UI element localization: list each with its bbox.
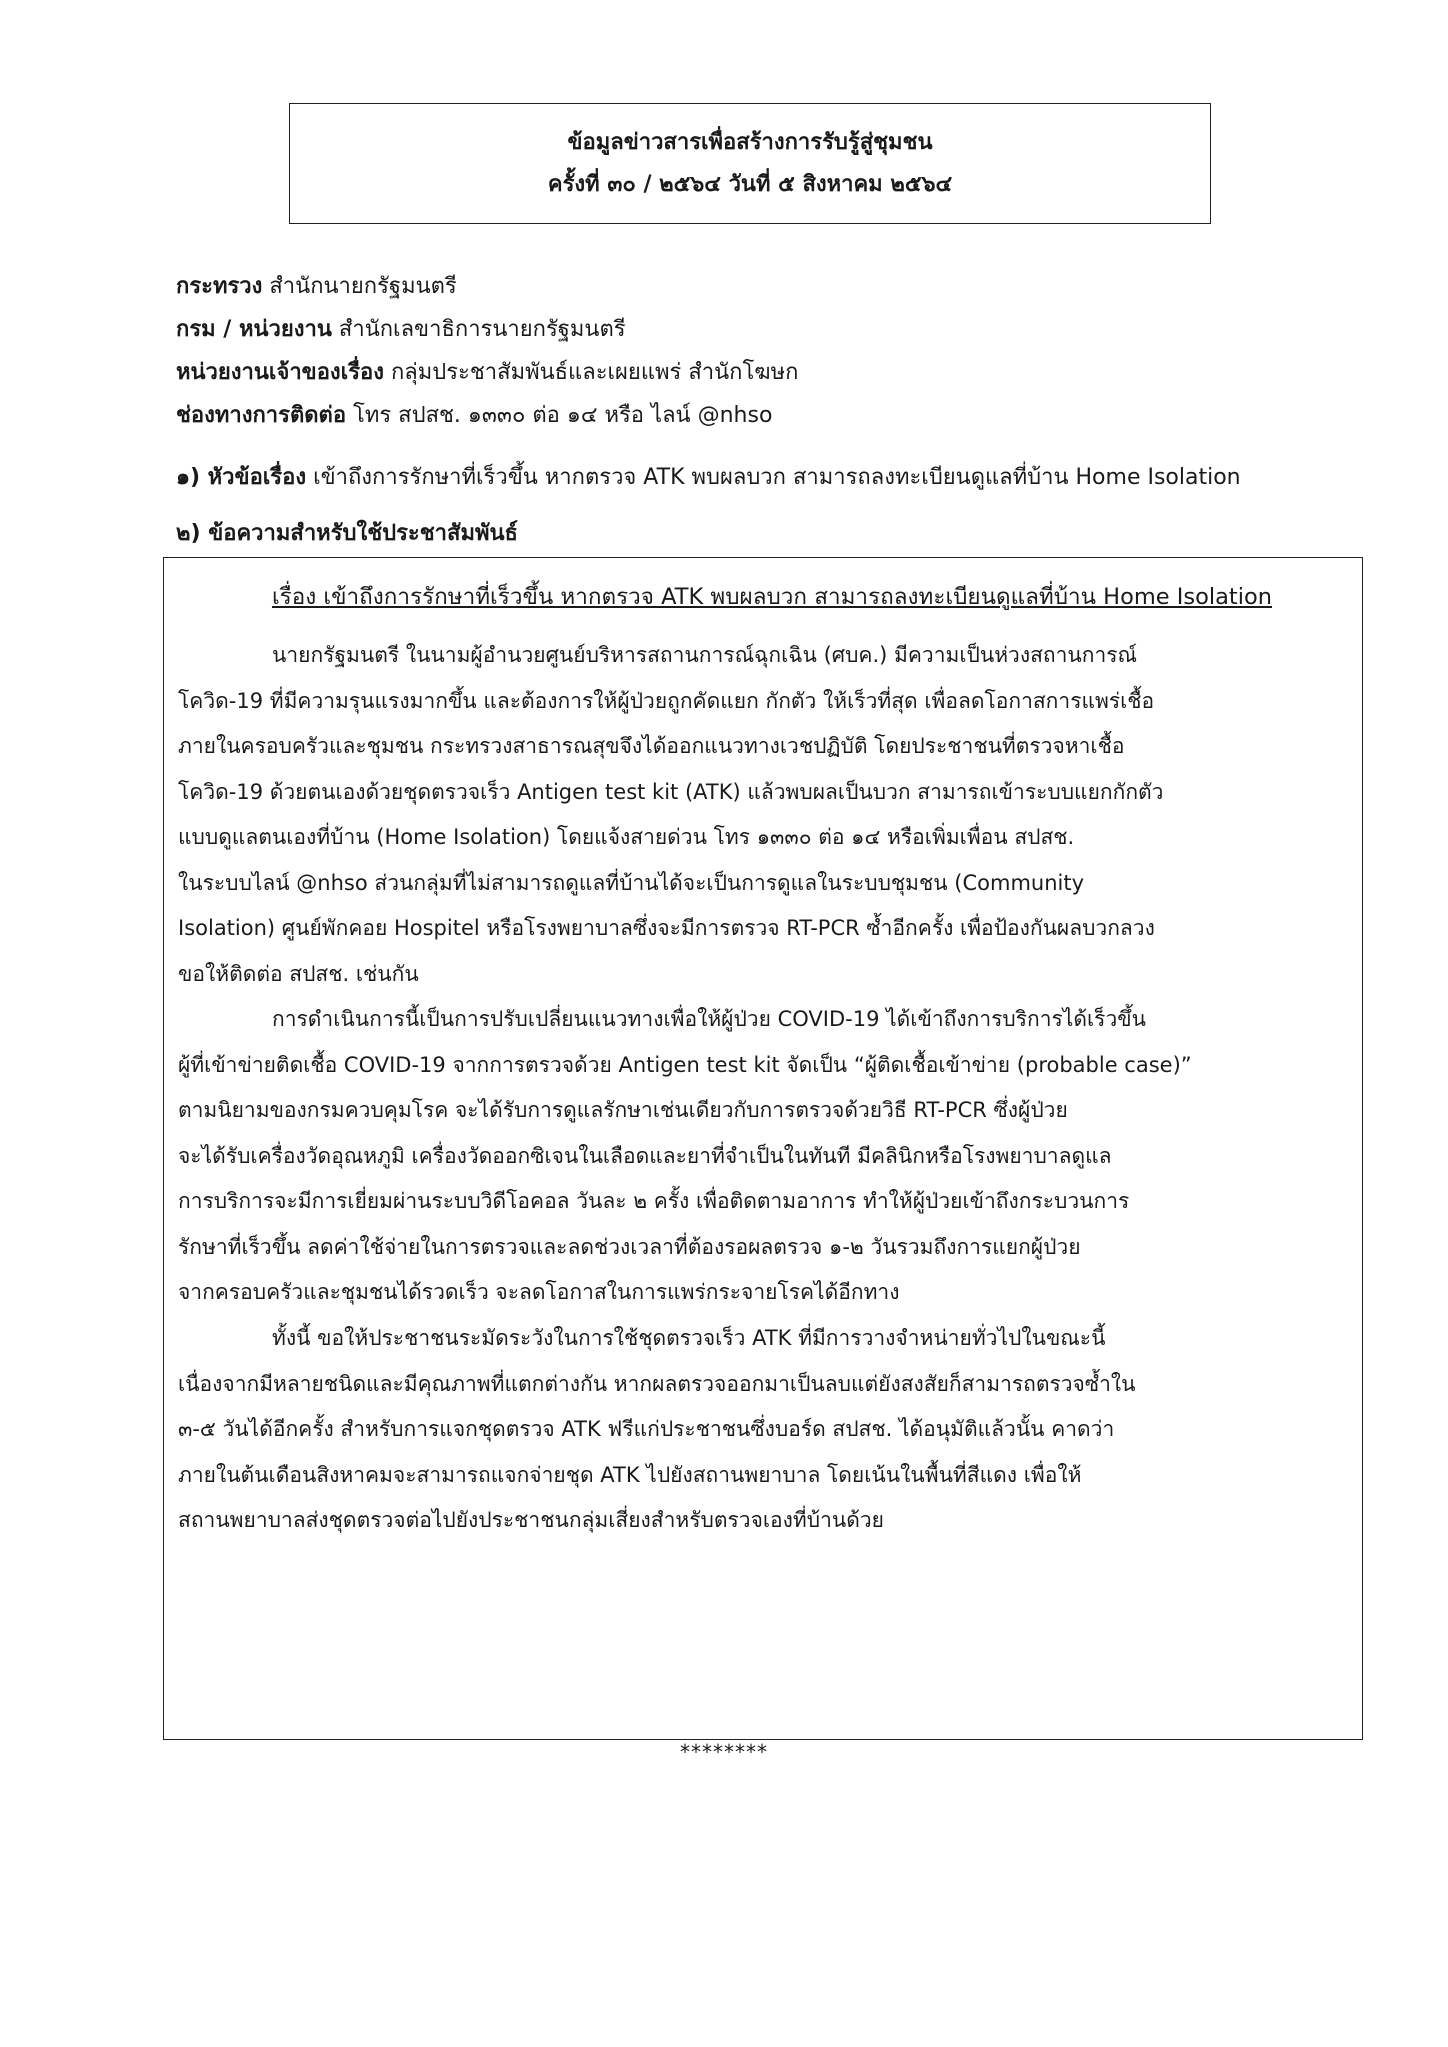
contact-value: โทร สปสช. ๑๓๓๐ ต่อ ๑๔ หรือ ไลน์ @nhso: [346, 403, 773, 428]
topic-value: เข้าถึงการรักษาที่เร็วขึ้น หากตรวจ ATK พบผลบวก สามารถลงทะเบียนดูแลที่บ้าน Home Isolation: [306, 465, 1241, 490]
ministry-label: กระทรวง: [176, 274, 263, 299]
paragraph-line: ขอให้ติดต่อ สปสช. เช่นกัน: [178, 961, 419, 986]
owner-label: หน่วยงานเจ้าของเรื่อง: [176, 360, 384, 385]
paragraph-line: ผู้ที่เข้าข่ายติดเชื้อ COVID-19 จากการตรวจด้วย Antigen test kit จัดเป็น “ผู้ติดเชื้อเข้าข่าย (probable case)”: [178, 1052, 1192, 1077]
paragraph-line: Isolation) ศูนย์พักคอย Hospitel หรือโรงพยาบาลซึ่งจะมีการตรวจ RT-PCR ซ้ำอีกครั้ง เพื่อป้องกันผลบวกลวง: [178, 916, 1155, 940]
ministry-line: [176, 268, 457, 303]
message-section-heading: [176, 515, 518, 550]
end-mark: ********: [680, 1740, 768, 1764]
paragraph-line: ๓-๕ วันได้อีกครั้ง สำหรับการแจกชุดตรวจ ATK ฟรีแก่ประชาชนซึ่งบอร์ด สปสช. ได้อนุมัติแล้วนั้น คาดว่า: [178, 1417, 1115, 1441]
ministry-value: สำนักนายกรัฐมนตรี: [262, 274, 457, 299]
paragraph-line: สถานพยาบาลส่งชุดตรวจต่อไปยังประชาชนกลุ่มเสี่ยงสำหรับตรวจเองที่บ้านด้วย: [178, 1508, 884, 1532]
message-title: เรื่อง เข้าถึงการรักษาที่เร็วขึ้น หากตรวจ ATK พบผลบวก สามารถลงทะเบียนดูแลที่บ้าน Home Isolation: [271, 584, 1273, 610]
paragraph-line: ภายในต้นเดือนสิงหาคมจะสามารถแจกจ่ายชุด ATK ไปยังสถานพยาบาล โดยเน้นในพื้นที่สีแดง เพื่อให้: [178, 1462, 1082, 1487]
contact-label: ช่องทางการติดต่อ: [176, 403, 347, 428]
paragraph-line: ในระบบไลน์ @nhso ส่วนกลุ่มที่ไม่สามารถดูแลที่บ้านได้จะเป็นการดูแลในระบบชุมชน (Community: [178, 870, 1085, 895]
paragraph-line: ทั้งนี้ ขอให้ประชาชนระมัดระวังในการใช้ชุดตรวจเร็ว ATK ที่มีการวางจำหน่ายทั่วไปในขณะนี้: [272, 1326, 1106, 1350]
paragraph-line: โควิด-19 ด้วยตนเองด้วยชุดตรวจเร็ว Antigen test kit (ATK) แล้วพบผลเป็นบวก สามารถเข้าระบบแยกกักตัว: [178, 779, 1164, 804]
message-box: [163, 557, 1363, 1740]
department-label: กรม / หน่วยงาน: [176, 317, 332, 342]
paragraph-line: นายกรัฐมนตรี ในนามผู้อำนวยศูนย์บริหารสถานการณ์ฉุกเฉิน (ศบค.) มีความเป็นห่วงสถานการณ์: [272, 643, 1138, 667]
paragraph-line: จากครอบครัวและชุมชนได้รวดเร็ว จะลดโอกาสในการแพร่กระจายโรคได้อีกทาง: [178, 1280, 900, 1304]
paragraph-line: ตามนิยามของกรมควบคุมโรค จะได้รับการดูแลรักษาเช่นเดียวกับการตรวจด้วยวิธี RT-PCR ซึ่งผู้ป่วย: [178, 1098, 1068, 1122]
paragraph-2: [178, 997, 1350, 1316]
header-box: [289, 103, 1211, 224]
document-title: ข้อมูลข่าวสารเพื่อสร้างการรับรู้สู่ชุมชน: [567, 129, 933, 155]
contact-line: [176, 397, 772, 432]
paragraph-line: รักษาที่เร็วขึ้น ลดค่าใช้จ่ายในการตรวจและลดช่วงเวลาที่ต้องรอผลตรวจ ๑-๒ วันรวมถึงการแยกผู้ป่วย: [178, 1234, 1081, 1259]
paragraph-line: การบริการจะมีการเยี่ยมผ่านระบบวิดีโอคอล วันละ ๒ ครั้ง เพื่อติดตามอาการ ทำให้ผู้ป่วยเข้าถึงกระบวนการ: [178, 1189, 1130, 1213]
paragraph-line: การดำเนินการนี้เป็นการปรับเปลี่ยนแนวทางเพื่อให้ผู้ป่วย COVID-19 ได้เข้าถึงการบริการได้เร็วขึ้น: [272, 1007, 1146, 1031]
issue-line: ครั้งที่ ๓๐ / ๒๕๖๔ วันที่ ๕ สิงหาคม ๒๕๖๔: [547, 171, 953, 197]
paragraph-line: เนื่องจากมีหลายชนิดและมีคุณภาพที่แตกต่างกัน หากผลตรวจออกมาเป็นลบแต่ยังสงสัยก็สามารถตรวจซ้ำใน: [178, 1371, 1136, 1396]
paragraph-3: [178, 1316, 1350, 1544]
department-line: [176, 311, 626, 346]
paragraph-line: จะได้รับเครื่องวัดอุณหภูมิ เครื่องวัดออกซิเจนในเลือดและยาที่จำเป็นในทันที มีคลินิกหรือโรงพยาบาลดูแล: [178, 1143, 1112, 1168]
paragraph-1: [178, 633, 1350, 997]
topic-line: [176, 459, 1241, 494]
message-section-label: ๒) ข้อความสำหรับใช้ประชาสัมพันธ์: [176, 521, 518, 546]
owner-value: กลุ่มประชาสัมพันธ์และเผยแพร่ สำนักโฆษก: [383, 360, 799, 385]
department-value: สำนักเลขาธิการนายกรัฐมนตรี: [331, 317, 626, 342]
owner-line: [176, 354, 798, 389]
topic-label: ๑) หัวข้อเรื่อง: [176, 465, 307, 490]
paragraph-line: ภายในครอบครัวและชุมชน กระทรวงสาธารณสุขจึงได้ออกแนวทางเวชปฏิบัติ โดยประชาชนที่ตรวจหาเชื้อ: [178, 734, 1125, 758]
paragraph-line: โควิด-19 ที่มีความรุนแรงมากขึ้น และต้องการให้ผู้ป่วยถูกคัดแยก กักตัว ให้เร็วที่สุด เพื่อลดโอกาสการแพร่เชื้อ: [178, 688, 1155, 713]
paragraph-line: แบบดูแลตนเองที่บ้าน (Home Isolation) โดยแจ้งสายด่วน โทร ๑๓๓๐ ต่อ ๑๔ หรือเพิ่มเพื่อน สปสช.: [178, 825, 1075, 849]
